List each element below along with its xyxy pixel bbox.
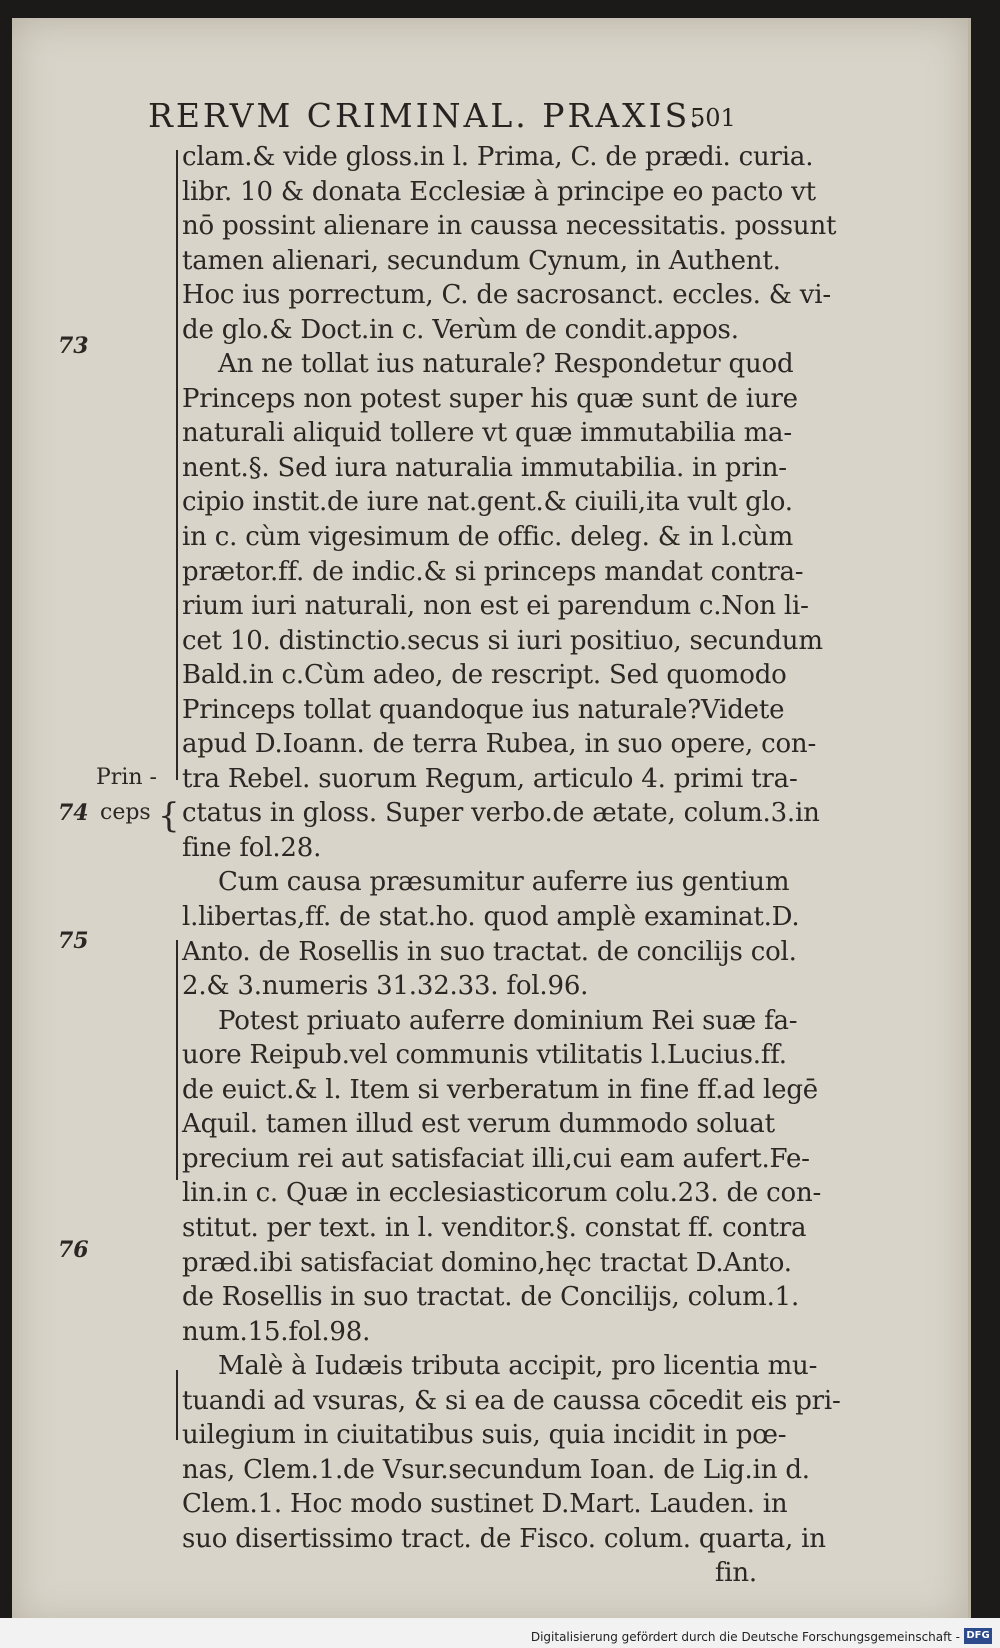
text-line: uore Reipub.vel communis vtilitatis l.Lucius.ff. [182, 1040, 787, 1071]
body-text [182, 140, 841, 1591]
text-line: uilegium in ciuitatibus suis, quia incidit in pœ- [182, 1420, 787, 1451]
text-line: num.15.fol.98. [182, 1316, 371, 1347]
text-line: naturali aliquid tollere vt quæ immutabilia ma- [182, 418, 792, 449]
text-line: stitut. per text. in l. venditor.§. constat ff. contra [182, 1212, 807, 1243]
text-line: nō possint alienare in caussa necessitatis. possunt [182, 211, 837, 242]
text-line: de Rosellis in suo tractat. de Concilijs, colum.1. [182, 1282, 800, 1313]
text-line: Princeps non potest super his quæ sunt de iure [182, 383, 798, 414]
text-line: de glo.& Doct.in c. Verùm de condit.appos. [182, 314, 739, 345]
text-line: l.libertas,ff. de stat.ho. quod amplè examinat.D. [182, 902, 800, 933]
text-line: Cum causa præsumitur auferre ius gentium [218, 867, 790, 898]
text-line: tamen alienari, secundum Cynum, in Authent. [182, 245, 781, 276]
text-line: nent.§. Sed iura naturalia immutabilia. in prin- [182, 452, 787, 483]
margin-number-73: 73 [58, 333, 89, 359]
text-line: cipio instit.de iure nat.gent.& ciuili,ita vult glo. [182, 487, 793, 518]
text-line: Potest priuato auferre dominium Rei suæ fa- [218, 1005, 798, 1036]
folio-number: 501 [690, 104, 736, 132]
text-line: nas, Clem.1.de Vsur.secundum Ioan. de Lig.in d. [182, 1454, 810, 1485]
text-line: Anto. de Rosellis in suo tractat. de concilijs col. [182, 936, 797, 967]
margin-note-line1: Prin - [96, 765, 157, 790]
margin-number-76: 76 [58, 1237, 89, 1263]
text-line: apud D.Ioann. de terra Rubea, in suo opere, con- [182, 729, 817, 760]
text-line: An ne tollat ius naturale? Respondetur quod [218, 349, 794, 380]
text-line: Aquil. tamen illud est verum dummodo soluat [182, 1109, 775, 1140]
text-line: præd.ibi satisfaciat domino,hęc tractat D.Anto. [182, 1247, 792, 1278]
text-line: prætor.ff. de indic.& si princeps mandat contra- [182, 556, 804, 587]
running-title: RERVM CRIMINAL. PRAXIS. [148, 96, 703, 135]
text-line: in c. cùm vigesimum de offic. deleg. & in l.cùm [182, 522, 794, 553]
text-line: ctatus in gloss. Super verbo.de ætate, colum.3.in [182, 798, 820, 829]
bracket-rule [176, 150, 178, 780]
text-line: fine fol.28. [182, 832, 322, 863]
text-line: Bald.in c.Cùm adeo, de rescript. Sed quomodo [182, 660, 787, 691]
bracket-rule [176, 1370, 178, 1440]
text-line: cet 10. distinctio.secus si iuri positiuo, secundum [182, 625, 823, 656]
text-line: de euict.& l. Item si verberatum in fine ff.ad legē [182, 1074, 818, 1105]
text-line: Malè à Iudæis tributa accipit, pro licentia mu- [218, 1351, 818, 1382]
catchword: fin. [714, 1558, 757, 1589]
margin-number-74: 74 [58, 800, 89, 826]
text-line: libr. 10 & donata Ecclesiæ à principe eo pacto vt [182, 176, 816, 207]
bracket-rule [176, 940, 178, 1180]
margin-note-line2: ceps [100, 800, 151, 825]
text-line: lin.in c. Quæ in ecclesiasticorum colu.23. de con- [182, 1178, 822, 1209]
margin-number-75: 75 [58, 928, 89, 954]
margin-brace-icon: { [158, 796, 180, 836]
text-line: precium rei aut satisfaciat illi,cui eam aufert.Fe- [182, 1143, 810, 1174]
text-line: suo disertissimo tract. de Fisco. colum. quarta, in [182, 1523, 826, 1554]
text-line: Hoc ius porrectum, C. de sacrosanct. eccles. & vi- [182, 280, 831, 311]
text-line: clam.& vide gloss.in l. Prima, C. de prædi. curia. [182, 142, 814, 172]
text-line: 2.& 3.numeris 31.32.33. fol.96. [182, 971, 589, 1002]
text-line: Clem.1. Hoc modo sustinet D.Mart. Lauden. in [182, 1489, 788, 1520]
dfg-logo: DFG [964, 1628, 992, 1644]
footer-credit: Digitalisierung gefördert durch die Deutsche Forschungsgemeinschaft - [530, 1630, 960, 1644]
text-line: tuandi ad vsuras, & si ea de caussa cōcedit eis pri- [182, 1385, 841, 1416]
text-line: Princeps tollat quandoque ius naturale?Videte [182, 694, 785, 725]
text-line: tra Rebel. suorum Regum, articulo 4. primi tra- [182, 763, 798, 794]
text-line: rium iuri naturali, non est ei parendum c.Non li- [182, 591, 809, 622]
